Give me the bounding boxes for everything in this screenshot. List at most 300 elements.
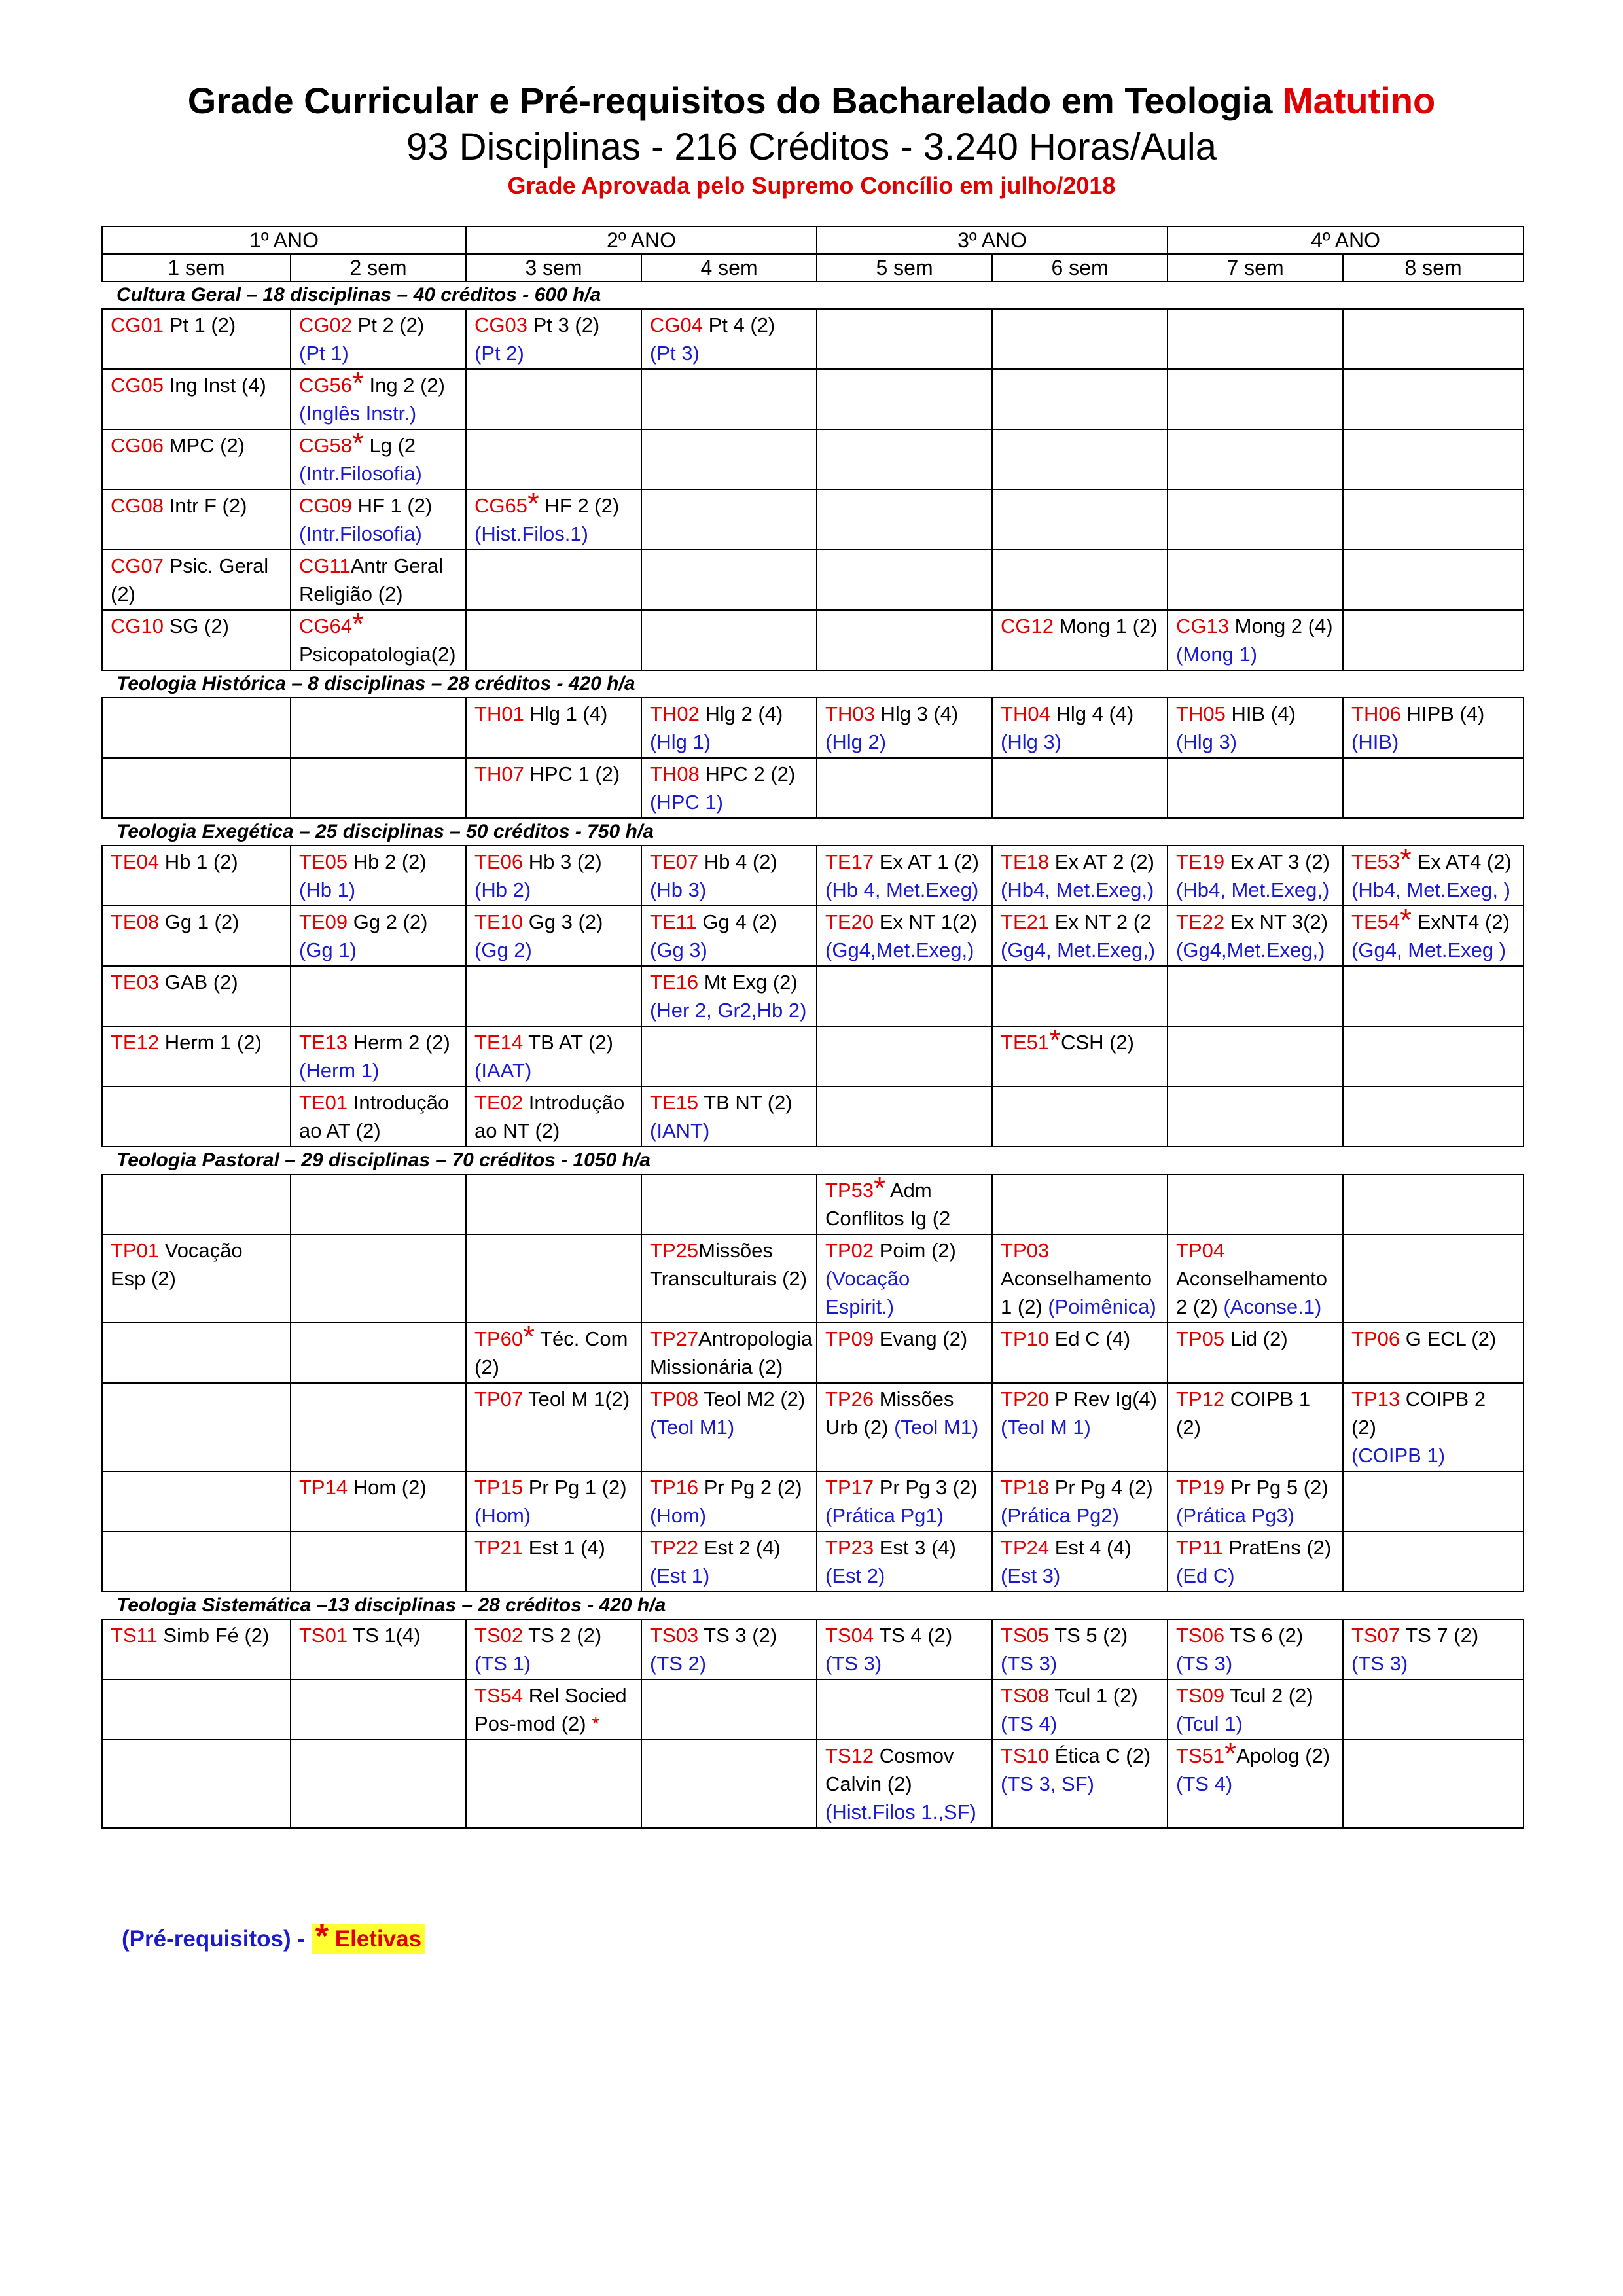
course-code: TP16 <box>650 1476 699 1499</box>
course-name: Est 3 (4) <box>874 1536 956 1559</box>
course-name: Missões Urb (2) <box>825 1388 954 1439</box>
course-cell <box>466 698 641 758</box>
course-prerequisite: (Pt 3) <box>650 342 700 365</box>
course-cell <box>641 1471 817 1532</box>
course-cell <box>992 1619 1168 1679</box>
section-title: Cultura Geral – 18 disciplinas – 40 créditos - 600 h/a <box>116 284 601 306</box>
elective-star-icon: * <box>1049 1026 1061 1057</box>
empty-cell <box>1343 1026 1524 1086</box>
course-cell <box>992 1383 1168 1471</box>
empty-cell <box>641 429 817 490</box>
course-code: TS54 <box>474 1684 524 1707</box>
course-cell <box>817 906 992 966</box>
empty-cell <box>466 1740 641 1828</box>
course-cell <box>1168 1323 1343 1383</box>
course-prerequisite: (Hb4, Met.Exeg,) <box>1176 878 1330 901</box>
course-cell <box>992 906 1168 966</box>
course-cell <box>466 1383 641 1471</box>
semester-header-row <box>102 254 1524 281</box>
page-header <box>0 77 1623 202</box>
empty-cell <box>466 429 641 490</box>
course-name: Adm Conflitos Ig (2 <box>825 1179 951 1230</box>
course-prerequisite: (Hlg 3) <box>1176 730 1238 753</box>
course-cell <box>1168 1619 1343 1679</box>
empty-cell <box>1168 550 1343 610</box>
elective-star-icon: * <box>315 1918 329 1956</box>
course-cell <box>641 758 817 818</box>
course-row <box>102 1471 1524 1532</box>
empty-cell <box>992 758 1168 818</box>
course-cell <box>102 966 291 1026</box>
course-cell <box>641 1086 817 1147</box>
course-cell <box>1168 1471 1343 1532</box>
course-cell <box>641 846 817 906</box>
course-name: Hb 3 (2) <box>523 850 602 873</box>
semester-header: 6 sem <box>992 254 1168 281</box>
course-cell <box>102 1234 291 1323</box>
course-name: Hlg 4 (4) <box>1050 702 1134 725</box>
course-name: Mong 1 (2) <box>1054 615 1158 637</box>
year-header: 3º ANO <box>817 226 1168 254</box>
course-prerequisite: (Prática Pg2) <box>1001 1504 1119 1527</box>
course-code: TE54 <box>1351 910 1400 933</box>
course-cell <box>466 1679 641 1740</box>
empty-cell <box>466 1174 641 1234</box>
course-name: Ex AT4 (2) <box>1412 850 1512 873</box>
course-code: TE06 <box>474 850 524 873</box>
course-code: TH08 <box>650 762 700 785</box>
course-cell <box>992 1532 1168 1592</box>
course-code: TE03 <box>111 971 160 994</box>
course-code: TE19 <box>1176 850 1225 873</box>
course-prerequisite: (Prática Pg1) <box>825 1504 944 1527</box>
course-cell <box>291 309 466 369</box>
course-name: Hlg 1 (4) <box>524 702 608 725</box>
course-cell <box>992 1234 1168 1323</box>
course-code: TP17 <box>825 1476 874 1499</box>
empty-cell <box>291 966 466 1026</box>
course-name: Hlg 2 (4) <box>699 702 783 725</box>
course-cell <box>817 1383 992 1471</box>
section-header-row <box>102 1147 1524 1174</box>
course-code: TE20 <box>825 910 874 933</box>
empty-cell <box>102 1679 291 1740</box>
course-name: Herm 2 (2) <box>348 1031 450 1054</box>
course-prerequisite: (HIB) <box>1351 730 1399 753</box>
empty-cell <box>1343 610 1524 670</box>
course-cell <box>291 550 466 610</box>
course-prerequisite: (TS 3, SF) <box>1001 1772 1094 1795</box>
course-code: TP22 <box>650 1536 699 1559</box>
legend-prerequisites: (Pré-requisitos) - <box>122 1926 306 1952</box>
course-code: TE12 <box>111 1031 160 1054</box>
course-code: TE17 <box>825 850 874 873</box>
course-name: Ex AT 3 (2) <box>1224 850 1330 873</box>
course-code: TP11 <box>1176 1536 1223 1559</box>
course-prerequisite: (Hb 1) <box>299 878 356 901</box>
course-row <box>102 1383 1524 1471</box>
course-cell <box>992 1471 1168 1532</box>
course-name: COIPB 1 (2) <box>1176 1388 1311 1439</box>
empty-cell <box>291 1532 466 1592</box>
empty-cell <box>102 1740 291 1828</box>
course-prerequisite: (Pt 2) <box>474 342 524 365</box>
course-cell <box>641 906 817 966</box>
course-name: TS 7 (2) <box>1400 1624 1479 1647</box>
empty-cell <box>992 490 1168 550</box>
course-code: TH01 <box>474 702 524 725</box>
course-code: TS12 <box>825 1744 874 1767</box>
course-cell <box>466 906 641 966</box>
course-code: TE04 <box>111 850 160 873</box>
course-name: Psic. Geral (2) <box>111 554 269 605</box>
empty-cell <box>817 610 992 670</box>
empty-cell <box>817 758 992 818</box>
empty-cell <box>466 1234 641 1323</box>
course-row <box>102 429 1524 490</box>
course-code: TP60 <box>474 1327 524 1350</box>
empty-cell <box>102 758 291 818</box>
course-code: TE11 <box>650 910 697 933</box>
course-code: CG10 <box>111 615 164 637</box>
course-code: CG64 <box>299 615 352 637</box>
course-prerequisite: (Est 3) <box>1001 1564 1061 1587</box>
semester-header: 3 sem <box>466 254 641 281</box>
course-code: CG03 <box>474 314 527 336</box>
course-name: HF 1 (2) <box>351 494 433 517</box>
course-name: Hb 1 (2) <box>159 850 238 873</box>
course-code: TP13 <box>1351 1388 1400 1410</box>
course-code: TP27 <box>650 1327 699 1350</box>
course-cell <box>466 1323 641 1383</box>
course-cell <box>291 1086 466 1147</box>
course-prerequisite: (Hlg 3) <box>1001 730 1062 753</box>
year-header: 4º ANO <box>1168 226 1524 254</box>
course-prerequisite: (Hist.Filos.1) <box>474 522 588 545</box>
course-code: TS06 <box>1176 1624 1225 1647</box>
course-prerequisite: (Herm 1) <box>299 1059 380 1082</box>
course-cell <box>817 1471 992 1532</box>
course-prerequisite: (Inglês Instr.) <box>299 402 417 425</box>
course-name: TS 4 (2) <box>874 1624 953 1647</box>
section-header-row <box>102 281 1524 309</box>
course-name: Ex AT 1 (2) <box>874 850 979 873</box>
course-code: CG58 <box>299 434 352 457</box>
course-cell <box>1168 906 1343 966</box>
course-cell <box>1343 698 1524 758</box>
semester-header: 7 sem <box>1168 254 1343 281</box>
course-row <box>102 1086 1524 1147</box>
course-code: TS05 <box>1001 1624 1050 1647</box>
course-name: Pr Pg 2 (2) <box>698 1476 802 1499</box>
empty-cell <box>1343 550 1524 610</box>
course-code: TS51 <box>1176 1744 1225 1767</box>
empty-cell <box>291 1740 466 1828</box>
semester-header: 5 sem <box>817 254 992 281</box>
course-cell <box>1343 846 1524 906</box>
course-prerequisite: (Est 1) <box>650 1564 710 1587</box>
course-name: Pt 4 (2) <box>703 314 776 336</box>
empty-cell <box>291 1679 466 1740</box>
empty-cell <box>102 1086 291 1147</box>
year-header: 2º ANO <box>466 226 817 254</box>
empty-cell <box>102 1323 291 1383</box>
course-code: TS04 <box>825 1624 874 1647</box>
empty-cell <box>1343 1532 1524 1592</box>
empty-cell <box>992 1174 1168 1234</box>
course-cell <box>641 1619 817 1679</box>
course-row <box>102 1323 1524 1383</box>
course-name: Antr Geral Religião (2) <box>299 554 443 605</box>
course-cell <box>291 490 466 550</box>
course-cell <box>466 309 641 369</box>
course-code: CG09 <box>299 494 352 517</box>
course-prerequisite: (Teol M1) <box>650 1416 735 1439</box>
course-prerequisite: (Her 2, Gr2,Hb 2) <box>650 999 807 1022</box>
course-cell <box>102 550 291 610</box>
course-prerequisite: (Gg4,Met.Exeg,) <box>825 939 974 961</box>
elective-star-icon: * <box>523 1323 535 1354</box>
course-cell <box>291 846 466 906</box>
course-cell <box>992 1026 1168 1086</box>
course-cell <box>992 1679 1168 1740</box>
course-cell <box>291 906 466 966</box>
course-row <box>102 369 1524 429</box>
course-cell <box>291 1619 466 1679</box>
course-cell <box>641 309 817 369</box>
course-name: Antropologia Missionária (2) <box>650 1327 813 1378</box>
section-header-row <box>102 818 1524 846</box>
empty-cell <box>641 550 817 610</box>
course-name: TS 6 (2) <box>1224 1624 1304 1647</box>
course-code: TE01 <box>299 1091 348 1114</box>
course-cell <box>102 369 291 429</box>
course-name: Ex NT 3(2) <box>1224 910 1329 933</box>
course-code: TH04 <box>1001 702 1050 725</box>
elective-star-icon: * <box>1400 906 1412 937</box>
course-code: TH06 <box>1351 702 1401 725</box>
course-cell <box>817 846 992 906</box>
course-name: Ex NT 1(2) <box>874 910 978 933</box>
empty-cell <box>466 369 641 429</box>
course-code: TP03 <box>1001 1239 1050 1262</box>
empty-cell <box>641 1679 817 1740</box>
course-cell <box>1343 1323 1524 1383</box>
empty-cell <box>992 429 1168 490</box>
course-code: CG56 <box>299 374 352 397</box>
course-code: CG13 <box>1176 615 1230 637</box>
empty-cell <box>291 1323 466 1383</box>
course-name: Tcul 2 (2) <box>1224 1684 1313 1707</box>
course-cell <box>992 846 1168 906</box>
course-code: TP15 <box>474 1476 524 1499</box>
course-name: Est 2 (4) <box>698 1536 781 1559</box>
course-code: TE21 <box>1001 910 1050 933</box>
empty-cell <box>992 309 1168 369</box>
course-name: Tcul 1 (2) <box>1049 1684 1138 1707</box>
course-name: HIB (4) <box>1225 702 1296 725</box>
course-cell <box>817 1234 992 1323</box>
course-code: TP01 <box>111 1239 160 1262</box>
course-prerequisite: (Tcul 1) <box>1176 1712 1243 1735</box>
course-name: Evang (2) <box>874 1327 968 1350</box>
course-name: Ex AT 2 (2) <box>1049 850 1154 873</box>
empty-cell <box>817 1679 992 1740</box>
empty-cell <box>641 1174 817 1234</box>
course-code: TP12 <box>1176 1388 1225 1410</box>
course-row <box>102 1679 1524 1740</box>
empty-cell <box>1343 758 1524 818</box>
course-cell <box>1343 1619 1524 1679</box>
empty-cell <box>1343 309 1524 369</box>
course-code: CG01 <box>111 314 164 336</box>
course-prerequisite: (TS 4) <box>1176 1772 1233 1795</box>
course-code: TS07 <box>1351 1624 1400 1647</box>
course-code: TS01 <box>299 1624 348 1647</box>
course-prerequisite: (Mong 1) <box>1176 643 1258 666</box>
course-cell <box>641 1323 817 1383</box>
elective-star-icon: * <box>527 490 539 520</box>
course-code: TP08 <box>650 1388 699 1410</box>
course-name: G ECL (2) <box>1400 1327 1497 1350</box>
empty-cell <box>641 1740 817 1828</box>
course-cell <box>466 1086 641 1147</box>
course-name: Hb 2 (2) <box>348 850 427 873</box>
course-cell <box>102 429 291 490</box>
course-prerequisite: (IANT) <box>650 1119 710 1142</box>
course-code: TP20 <box>1001 1388 1050 1410</box>
course-cell <box>466 1619 641 1679</box>
course-prerequisite: (Gg 2) <box>474 939 532 961</box>
empty-cell <box>466 610 641 670</box>
course-name: SG (2) <box>163 615 229 637</box>
course-cell <box>817 698 992 758</box>
course-prerequisite: (TS 2) <box>650 1652 707 1675</box>
empty-cell <box>1168 429 1343 490</box>
course-prerequisite: (Gg4,Met.Exeg,) <box>1176 939 1325 961</box>
title-shift: Matutino <box>1282 80 1436 121</box>
course-code: TP19 <box>1176 1476 1225 1499</box>
page-subtitle: 93 Disciplinas - 216 Créditos - 3.240 Horas/Aula <box>406 126 1217 168</box>
course-row <box>102 758 1524 818</box>
legend <box>122 1918 425 1958</box>
course-prerequisite: (Ed C) <box>1176 1564 1235 1587</box>
section-header-row <box>102 670 1524 698</box>
course-prerequisite: (TS 4) <box>1001 1712 1058 1735</box>
empty-cell <box>102 1532 291 1592</box>
course-code: TE22 <box>1176 910 1225 933</box>
course-name: TS 2 (2) <box>523 1624 602 1647</box>
course-row <box>102 1740 1524 1828</box>
empty-cell <box>1168 1086 1343 1147</box>
course-prerequisite: (Teol M1) <box>888 1416 979 1439</box>
empty-cell <box>1168 1174 1343 1234</box>
course-name: COIPB 2 (2) <box>1351 1388 1486 1439</box>
course-name: Hlg 3 (4) <box>874 702 959 725</box>
course-prerequisite: (Gg4, Met.Exeg,) <box>1001 939 1156 961</box>
course-prerequisite: (Aconse.1) <box>1217 1295 1322 1318</box>
course-cell <box>102 906 291 966</box>
title-main: Grade Curricular e Pré-requisitos do Bacharelado em Teologia <box>187 80 1273 121</box>
empty-cell <box>817 1086 992 1147</box>
year-header-row <box>102 226 1524 254</box>
elective-star-icon: * <box>874 1174 886 1205</box>
course-cell <box>1168 846 1343 906</box>
course-prerequisite: (Pt 1) <box>299 342 349 365</box>
elective-star-icon: * <box>351 610 364 641</box>
course-name: HIPB (4) <box>1400 702 1485 725</box>
empty-cell <box>1343 1471 1524 1532</box>
course-name: Pr Pg 1 (2) <box>523 1476 627 1499</box>
course-code: TP14 <box>299 1476 348 1499</box>
course-code: TE18 <box>1001 850 1050 873</box>
empty-cell <box>466 550 641 610</box>
course-name: Lid (2) <box>1224 1327 1288 1350</box>
course-cell <box>992 610 1168 670</box>
course-prerequisite: (Gg 3) <box>650 939 707 961</box>
course-cell <box>817 1174 992 1234</box>
curriculum-table <box>101 226 1524 1829</box>
course-prerequisite: (Hlg 1) <box>650 730 711 753</box>
course-name: Pr Pg 5 (2) <box>1224 1476 1329 1499</box>
elective-star-icon: * <box>1400 846 1412 876</box>
course-prerequisite: (Hb4, Met.Exeg, ) <box>1351 878 1510 901</box>
course-code: TE10 <box>474 910 524 933</box>
approval-note: Grade Aprovada pelo Supremo Concílio em julho/2018 <box>507 172 1116 199</box>
course-cell <box>291 369 466 429</box>
empty-cell <box>1343 369 1524 429</box>
course-prerequisite: (Prática Pg3) <box>1176 1504 1294 1527</box>
course-name: Introdução ao AT (2) <box>299 1091 450 1142</box>
course-prerequisite: (Hb 3) <box>650 878 707 901</box>
course-cell <box>1168 1532 1343 1592</box>
empty-cell <box>1343 966 1524 1026</box>
semester-header: 2 sem <box>291 254 466 281</box>
course-cell <box>102 309 291 369</box>
course-prerequisite: (Hb 2) <box>474 878 531 901</box>
empty-cell <box>817 490 992 550</box>
empty-cell <box>641 610 817 670</box>
course-name: Cosmov Calvin (2) <box>825 1744 954 1795</box>
course-name: TS 5 (2) <box>1049 1624 1128 1647</box>
page-title <box>0 77 1623 124</box>
semester-header: 1 sem <box>102 254 291 281</box>
course-name: TB NT (2) <box>698 1091 793 1114</box>
course-cell <box>1343 1383 1524 1471</box>
course-name: Ed C (4) <box>1049 1327 1131 1350</box>
course-cell <box>291 1026 466 1086</box>
course-code: TE07 <box>650 850 699 873</box>
course-prerequisite: (Gg 1) <box>299 939 357 961</box>
course-code: TE05 <box>299 850 348 873</box>
empty-cell <box>1168 369 1343 429</box>
course-name: Est 4 (4) <box>1049 1536 1132 1559</box>
course-prerequisite: (TS 3) <box>1001 1652 1058 1675</box>
course-cell <box>817 1323 992 1383</box>
course-prerequisite: (Hlg 2) <box>825 730 887 753</box>
course-row <box>102 1532 1524 1592</box>
empty-cell <box>641 490 817 550</box>
course-prerequisite: (TS 3) <box>1176 1652 1233 1675</box>
course-cell <box>466 758 641 818</box>
course-cell <box>102 490 291 550</box>
course-cell <box>1343 906 1524 966</box>
course-row <box>102 1619 1524 1679</box>
empty-cell <box>817 309 992 369</box>
empty-cell <box>1168 309 1343 369</box>
course-row <box>102 550 1524 610</box>
course-cell <box>466 1026 641 1086</box>
